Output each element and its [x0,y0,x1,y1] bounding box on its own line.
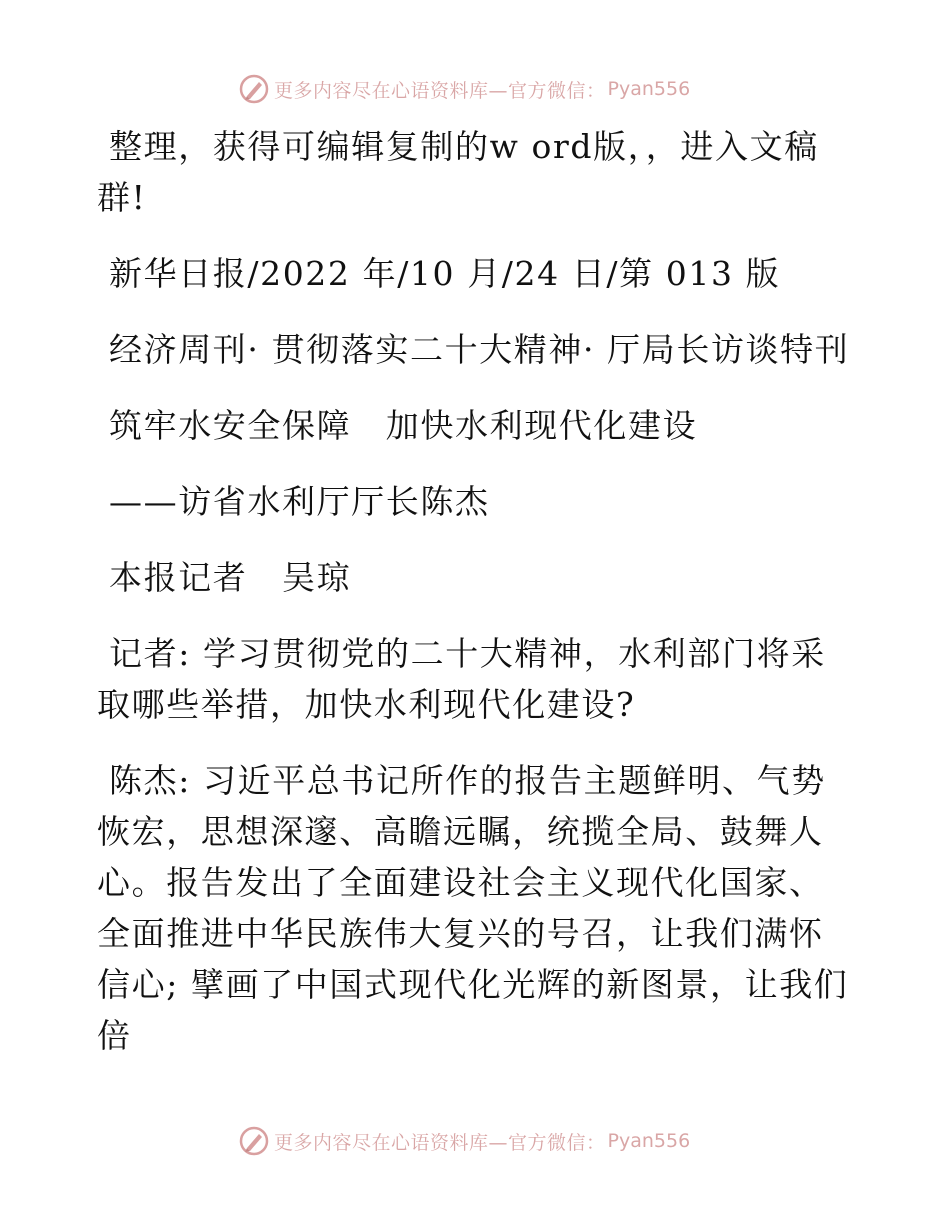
header-banner [238,71,718,107]
paragraph-column: 经济周刊· 贯彻落实二十大精神· 厅局长访谈特刊 [109,330,850,369]
banner-wechat-id: Pyan556 [607,1130,691,1152]
article-title: 筑牢水安全保障 加快水利现代化建设 [109,406,698,445]
paragraph-intro: 整理，获得可编辑复制的w ord版，，进入文稿群! [97,127,819,217]
banner-text: 更多内容尽在心语资料库—官方微信： [274,1131,606,1154]
pen-logo-icon [238,73,270,105]
article-byline: 本报记者 吴琼 [109,558,352,597]
paragraph-question: 记者: 学习贯彻党的二十大精神，水利部门将采取哪些举措，加快水利现代化建设? [97,634,826,724]
footer-banner [238,1123,718,1159]
pen-logo-icon [238,1125,270,1157]
paragraph-answer: 陈杰: 习近平总书记所作的报告主题鲜明、气势恢宏，思想深邃、高瞻远瞩，统揽全局、鼓舞人心。报告发出了全面建设社会主义现代化国家、全面推进中华民族伟大复兴的号召，让我们满怀信心; 擘画了中国式现代化光辉的新图景，让我们倍 [97,761,849,1055]
banner-text: 更多内容尽在心语资料库—官方微信： [274,79,606,102]
article-subtitle: ——访省水利厅厅长陈杰 [109,482,490,521]
document-body [97,121,857,1086]
paragraph-source: 新华日报/2022 年/10 月/24 日/第 013 版 [109,254,781,293]
banner-wechat-id: Pyan556 [607,78,691,100]
